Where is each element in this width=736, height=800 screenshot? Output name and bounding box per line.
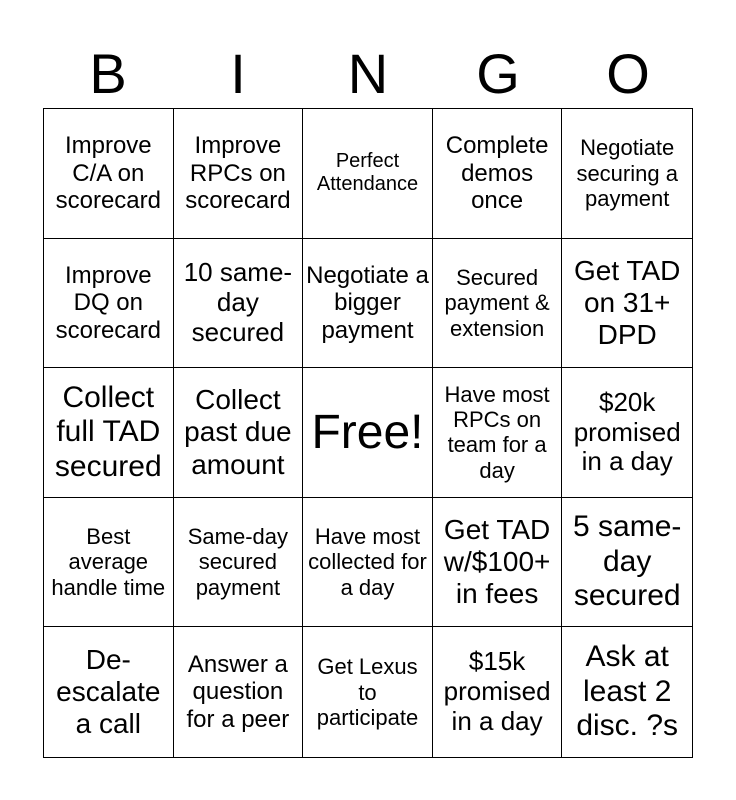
bingo-cell-r4c2[interactable]: Same-day secured payment [174,498,304,628]
bingo-cell-r5c1[interactable]: De-escalate a call [44,627,174,757]
bingo-cell-r1c2[interactable]: Improve RPCs on scorecard [174,109,304,239]
bingo-cell-r3c5[interactable]: $20k promised in a day [562,368,692,498]
bingo-cell-r2c4[interactable]: Secured payment & extension [433,239,563,369]
header-letter-o: O [606,42,650,105]
bingo-cell-r4c5[interactable]: 5 same-day secured [562,498,692,628]
bingo-cell-r2c5[interactable]: Get TAD on 31+ DPD [562,239,692,369]
bingo-cell-r4c4[interactable]: Get TAD w/$100+ in fees [433,498,563,628]
header-letter-b: B [89,42,127,105]
bingo-cell-r5c3[interactable]: Get Lexus to participate [303,627,433,757]
bingo-cell-r1c3[interactable]: Perfect Attendance [303,109,433,239]
header-letter-n: N [347,42,389,105]
bingo-cell-r1c4[interactable]: Complete demos once [433,109,563,239]
bingo-cell-free[interactable]: Free! [303,368,433,498]
header-letter-g: G [476,42,520,105]
header-letter-i: I [230,42,246,105]
bingo-cell-r4c1[interactable]: Best average handle time [44,498,174,628]
bingo-cell-r4c3[interactable]: Have most collected for a day [303,498,433,628]
bingo-cell-r3c4[interactable]: Have most RPCs on team for a day [433,368,563,498]
bingo-board [43,108,693,758]
bingo-cell-r2c1[interactable]: Improve DQ on scorecard [44,239,174,369]
bingo-cell-r5c4[interactable]: $15k promised in a day [433,627,563,757]
bingo-cell-r5c2[interactable]: Answer a question for a peer [174,627,304,757]
bingo-cell-r5c5[interactable]: Ask at least 2 disc. ?s [576,640,679,743]
bingo-header [43,40,693,108]
bingo-cell-r2c2[interactable]: 10 same-day secured [174,239,304,369]
bingo-cell-r3c1[interactable]: Collect full TAD secured [44,368,174,498]
bingo-cell-r1c5[interactable]: Negotiate securing a payment [562,109,692,239]
bingo-cell-r2c3[interactable]: Negotiate a bigger payment [303,239,433,369]
bingo-cell-r1c1[interactable]: Improve C/A on scorecard [44,109,174,239]
bingo-cell-r3c2[interactable]: Collect past due amount [174,368,304,498]
